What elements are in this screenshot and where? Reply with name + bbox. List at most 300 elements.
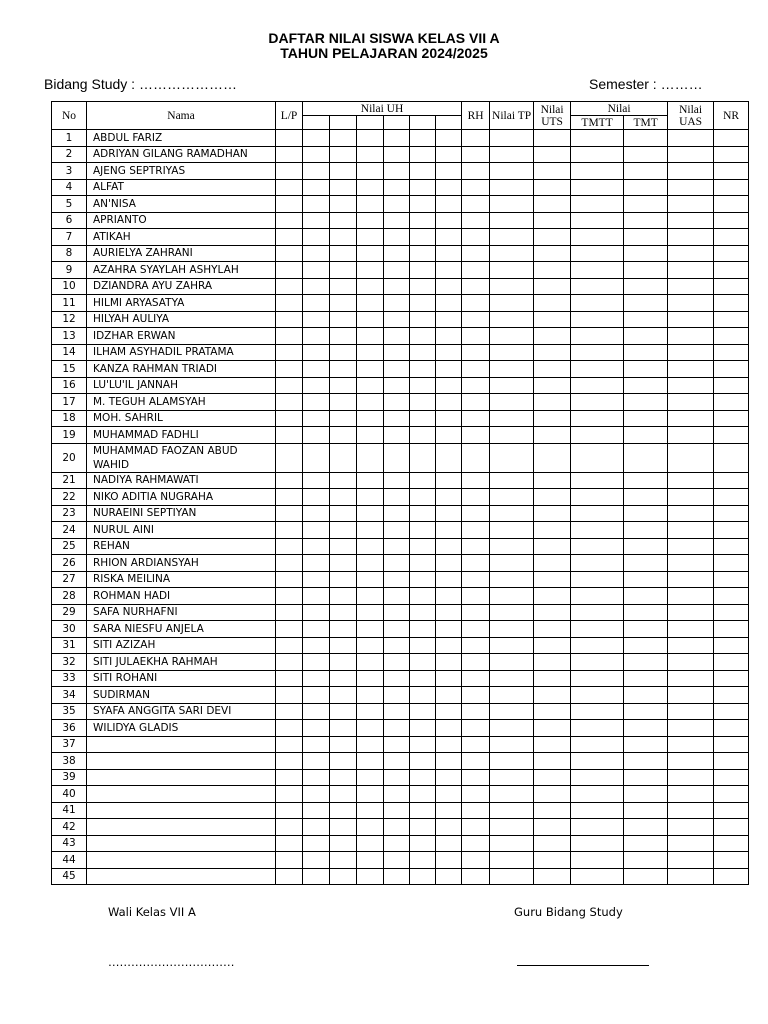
grade-cell[interactable]	[534, 328, 571, 345]
grade-cell[interactable]	[714, 361, 749, 378]
grade-cell[interactable]	[357, 311, 384, 328]
grade-cell[interactable]	[330, 311, 357, 328]
grade-cell[interactable]	[384, 835, 410, 852]
grade-cell[interactable]	[462, 212, 490, 229]
grade-cell[interactable]	[571, 489, 624, 506]
grade-cell[interactable]	[534, 654, 571, 671]
grade-cell[interactable]	[276, 245, 303, 262]
grade-cell[interactable]	[410, 555, 436, 572]
grade-cell[interactable]	[436, 394, 462, 411]
grade-cell[interactable]	[714, 443, 749, 472]
grade-cell[interactable]	[668, 394, 714, 411]
grade-cell[interactable]	[534, 786, 571, 803]
grade-cell[interactable]	[668, 786, 714, 803]
grade-cell[interactable]	[303, 229, 330, 246]
grade-cell[interactable]	[571, 769, 624, 786]
grade-cell[interactable]	[534, 196, 571, 213]
grade-cell[interactable]	[357, 410, 384, 427]
grade-cell[interactable]	[330, 555, 357, 572]
grade-cell[interactable]	[410, 410, 436, 427]
grade-cell[interactable]	[571, 311, 624, 328]
grade-cell[interactable]	[462, 769, 490, 786]
grade-cell[interactable]	[490, 687, 534, 704]
grade-cell[interactable]	[490, 196, 534, 213]
grade-cell[interactable]	[330, 130, 357, 147]
grade-cell[interactable]	[714, 571, 749, 588]
grade-cell[interactable]	[462, 604, 490, 621]
grade-cell[interactable]	[436, 753, 462, 770]
grade-cell[interactable]	[534, 868, 571, 885]
grade-cell[interactable]	[534, 311, 571, 328]
grade-cell[interactable]	[276, 654, 303, 671]
grade-cell[interactable]	[357, 571, 384, 588]
grade-cell[interactable]	[384, 670, 410, 687]
grade-cell[interactable]	[303, 868, 330, 885]
grade-cell[interactable]	[624, 571, 668, 588]
grade-cell[interactable]	[357, 427, 384, 444]
grade-cell[interactable]	[410, 229, 436, 246]
grade-cell[interactable]	[490, 278, 534, 295]
grade-cell[interactable]	[490, 868, 534, 885]
grade-cell[interactable]	[436, 637, 462, 654]
grade-cell[interactable]	[330, 538, 357, 555]
grade-cell[interactable]	[714, 802, 749, 819]
grade-cell[interactable]	[436, 621, 462, 638]
grade-cell[interactable]	[462, 621, 490, 638]
grade-cell[interactable]	[490, 130, 534, 147]
grade-cell[interactable]	[490, 769, 534, 786]
grade-cell[interactable]	[436, 687, 462, 704]
grade-cell[interactable]	[436, 819, 462, 836]
grade-cell[interactable]	[534, 443, 571, 472]
grade-cell[interactable]	[410, 295, 436, 312]
grade-cell[interactable]	[436, 703, 462, 720]
grade-cell[interactable]	[276, 588, 303, 605]
grade-cell[interactable]	[436, 163, 462, 180]
grade-cell[interactable]	[357, 229, 384, 246]
grade-cell[interactable]	[410, 720, 436, 737]
grade-cell[interactable]	[534, 555, 571, 572]
grade-cell[interactable]	[571, 654, 624, 671]
grade-cell[interactable]	[436, 670, 462, 687]
grade-cell[interactable]	[714, 538, 749, 555]
grade-cell[interactable]	[436, 489, 462, 506]
grade-cell[interactable]	[357, 621, 384, 638]
grade-cell[interactable]	[668, 179, 714, 196]
grade-cell[interactable]	[410, 427, 436, 444]
grade-cell[interactable]	[357, 670, 384, 687]
grade-cell[interactable]	[534, 377, 571, 394]
grade-cell[interactable]	[276, 637, 303, 654]
grade-cell[interactable]	[410, 472, 436, 489]
grade-cell[interactable]	[357, 394, 384, 411]
grade-cell[interactable]	[276, 604, 303, 621]
grade-cell[interactable]	[490, 311, 534, 328]
grade-cell[interactable]	[303, 720, 330, 737]
grade-cell[interactable]	[357, 852, 384, 869]
grade-cell[interactable]	[462, 736, 490, 753]
grade-cell[interactable]	[410, 130, 436, 147]
grade-cell[interactable]	[303, 736, 330, 753]
grade-cell[interactable]	[276, 377, 303, 394]
grade-cell[interactable]	[276, 472, 303, 489]
grade-cell[interactable]	[410, 835, 436, 852]
grade-cell[interactable]	[436, 377, 462, 394]
grade-cell[interactable]	[357, 654, 384, 671]
grade-cell[interactable]	[490, 505, 534, 522]
grade-cell[interactable]	[276, 802, 303, 819]
grade-cell[interactable]	[330, 163, 357, 180]
grade-cell[interactable]	[436, 344, 462, 361]
grade-cell[interactable]	[436, 472, 462, 489]
grade-cell[interactable]	[668, 654, 714, 671]
grade-cell[interactable]	[303, 835, 330, 852]
grade-cell[interactable]	[462, 703, 490, 720]
grade-cell[interactable]	[668, 852, 714, 869]
grade-cell[interactable]	[624, 229, 668, 246]
grade-cell[interactable]	[357, 522, 384, 539]
grade-cell[interactable]	[462, 538, 490, 555]
grade-cell[interactable]	[668, 163, 714, 180]
grade-cell[interactable]	[462, 196, 490, 213]
grade-cell[interactable]	[384, 212, 410, 229]
grade-cell[interactable]	[668, 588, 714, 605]
grade-cell[interactable]	[714, 868, 749, 885]
grade-cell[interactable]	[462, 753, 490, 770]
grade-cell[interactable]	[384, 571, 410, 588]
grade-cell[interactable]	[462, 637, 490, 654]
grade-cell[interactable]	[714, 621, 749, 638]
grade-cell[interactable]	[490, 443, 534, 472]
grade-cell[interactable]	[714, 604, 749, 621]
grade-cell[interactable]	[714, 637, 749, 654]
grade-cell[interactable]	[330, 179, 357, 196]
grade-cell[interactable]	[384, 703, 410, 720]
grade-cell[interactable]	[303, 361, 330, 378]
grade-cell[interactable]	[668, 687, 714, 704]
grade-cell[interactable]	[384, 769, 410, 786]
grade-cell[interactable]	[624, 736, 668, 753]
grade-cell[interactable]	[668, 522, 714, 539]
grade-cell[interactable]	[534, 179, 571, 196]
grade-cell[interactable]	[303, 852, 330, 869]
grade-cell[interactable]	[714, 262, 749, 279]
grade-cell[interactable]	[714, 736, 749, 753]
grade-cell[interactable]	[303, 687, 330, 704]
grade-cell[interactable]	[436, 538, 462, 555]
grade-cell[interactable]	[276, 868, 303, 885]
grade-cell[interactable]	[330, 852, 357, 869]
grade-cell[interactable]	[668, 229, 714, 246]
grade-cell[interactable]	[303, 344, 330, 361]
grade-cell[interactable]	[534, 344, 571, 361]
grade-cell[interactable]	[330, 394, 357, 411]
grade-cell[interactable]	[303, 604, 330, 621]
grade-cell[interactable]	[490, 720, 534, 737]
grade-cell[interactable]	[624, 443, 668, 472]
grade-cell[interactable]	[624, 604, 668, 621]
grade-cell[interactable]	[534, 538, 571, 555]
grade-cell[interactable]	[624, 802, 668, 819]
grade-cell[interactable]	[276, 670, 303, 687]
grade-cell[interactable]	[462, 868, 490, 885]
grade-cell[interactable]	[384, 852, 410, 869]
grade-cell[interactable]	[624, 179, 668, 196]
grade-cell[interactable]	[330, 654, 357, 671]
grade-cell[interactable]	[534, 835, 571, 852]
grade-cell[interactable]	[410, 505, 436, 522]
grade-cell[interactable]	[571, 212, 624, 229]
grade-cell[interactable]	[357, 720, 384, 737]
grade-cell[interactable]	[276, 571, 303, 588]
grade-cell[interactable]	[384, 522, 410, 539]
grade-cell[interactable]	[330, 637, 357, 654]
grade-cell[interactable]	[384, 505, 410, 522]
grade-cell[interactable]	[410, 769, 436, 786]
grade-cell[interactable]	[330, 489, 357, 506]
grade-cell[interactable]	[571, 262, 624, 279]
grade-cell[interactable]	[330, 212, 357, 229]
grade-cell[interactable]	[668, 670, 714, 687]
grade-cell[interactable]	[384, 278, 410, 295]
grade-cell[interactable]	[330, 604, 357, 621]
grade-cell[interactable]	[571, 472, 624, 489]
grade-cell[interactable]	[714, 522, 749, 539]
grade-cell[interactable]	[462, 670, 490, 687]
grade-cell[interactable]	[490, 753, 534, 770]
grade-cell[interactable]	[462, 687, 490, 704]
grade-cell[interactable]	[384, 394, 410, 411]
grade-cell[interactable]	[357, 328, 384, 345]
grade-cell[interactable]	[303, 670, 330, 687]
grade-cell[interactable]	[571, 410, 624, 427]
grade-cell[interactable]	[276, 146, 303, 163]
grade-cell[interactable]	[330, 427, 357, 444]
grade-cell[interactable]	[276, 278, 303, 295]
grade-cell[interactable]	[330, 472, 357, 489]
grade-cell[interactable]	[384, 538, 410, 555]
grade-cell[interactable]	[624, 786, 668, 803]
grade-cell[interactable]	[668, 703, 714, 720]
grade-cell[interactable]	[714, 196, 749, 213]
grade-cell[interactable]	[276, 786, 303, 803]
grade-cell[interactable]	[276, 229, 303, 246]
grade-cell[interactable]	[330, 687, 357, 704]
grade-cell[interactable]	[462, 295, 490, 312]
grade-cell[interactable]	[436, 196, 462, 213]
grade-cell[interactable]	[303, 802, 330, 819]
grade-cell[interactable]	[571, 555, 624, 572]
grade-cell[interactable]	[384, 819, 410, 836]
grade-cell[interactable]	[714, 670, 749, 687]
grade-cell[interactable]	[436, 311, 462, 328]
grade-cell[interactable]	[490, 703, 534, 720]
grade-cell[interactable]	[410, 588, 436, 605]
grade-cell[interactable]	[330, 361, 357, 378]
grade-cell[interactable]	[276, 753, 303, 770]
grade-cell[interactable]	[436, 769, 462, 786]
grade-cell[interactable]	[714, 410, 749, 427]
grade-cell[interactable]	[490, 571, 534, 588]
grade-cell[interactable]	[534, 819, 571, 836]
grade-cell[interactable]	[462, 555, 490, 572]
grade-cell[interactable]	[624, 538, 668, 555]
grade-cell[interactable]	[571, 687, 624, 704]
grade-cell[interactable]	[462, 130, 490, 147]
grade-cell[interactable]	[668, 736, 714, 753]
grade-cell[interactable]	[410, 196, 436, 213]
grade-cell[interactable]	[714, 769, 749, 786]
grade-cell[interactable]	[436, 295, 462, 312]
grade-cell[interactable]	[668, 311, 714, 328]
grade-cell[interactable]	[668, 361, 714, 378]
grade-cell[interactable]	[462, 328, 490, 345]
grade-cell[interactable]	[714, 146, 749, 163]
grade-cell[interactable]	[410, 443, 436, 472]
grade-cell[interactable]	[624, 753, 668, 770]
grade-cell[interactable]	[410, 344, 436, 361]
grade-cell[interactable]	[436, 852, 462, 869]
grade-cell[interactable]	[384, 410, 410, 427]
grade-cell[interactable]	[276, 555, 303, 572]
grade-cell[interactable]	[410, 819, 436, 836]
grade-cell[interactable]	[462, 245, 490, 262]
grade-cell[interactable]	[436, 571, 462, 588]
grade-cell[interactable]	[303, 472, 330, 489]
grade-cell[interactable]	[384, 621, 410, 638]
grade-cell[interactable]	[330, 262, 357, 279]
grade-cell[interactable]	[462, 522, 490, 539]
grade-cell[interactable]	[624, 637, 668, 654]
grade-cell[interactable]	[624, 670, 668, 687]
grade-cell[interactable]	[330, 588, 357, 605]
grade-cell[interactable]	[330, 505, 357, 522]
grade-cell[interactable]	[384, 311, 410, 328]
grade-cell[interactable]	[276, 262, 303, 279]
grade-cell[interactable]	[276, 163, 303, 180]
grade-cell[interactable]	[571, 621, 624, 638]
grade-cell[interactable]	[462, 472, 490, 489]
grade-cell[interactable]	[384, 130, 410, 147]
grade-cell[interactable]	[276, 489, 303, 506]
grade-cell[interactable]	[330, 344, 357, 361]
grade-cell[interactable]	[714, 555, 749, 572]
grade-cell[interactable]	[571, 703, 624, 720]
grade-cell[interactable]	[436, 212, 462, 229]
grade-cell[interactable]	[714, 835, 749, 852]
grade-cell[interactable]	[436, 720, 462, 737]
grade-cell[interactable]	[571, 427, 624, 444]
grade-cell[interactable]	[303, 637, 330, 654]
grade-cell[interactable]	[534, 427, 571, 444]
grade-cell[interactable]	[714, 786, 749, 803]
grade-cell[interactable]	[571, 278, 624, 295]
grade-cell[interactable]	[668, 130, 714, 147]
grade-cell[interactable]	[357, 179, 384, 196]
grade-cell[interactable]	[303, 377, 330, 394]
grade-cell[interactable]	[357, 377, 384, 394]
grade-cell[interactable]	[357, 278, 384, 295]
grade-cell[interactable]	[357, 130, 384, 147]
grade-cell[interactable]	[534, 522, 571, 539]
grade-cell[interactable]	[410, 802, 436, 819]
grade-cell[interactable]	[303, 295, 330, 312]
grade-cell[interactable]	[276, 212, 303, 229]
grade-cell[interactable]	[534, 146, 571, 163]
grade-cell[interactable]	[357, 555, 384, 572]
grade-cell[interactable]	[303, 146, 330, 163]
grade-cell[interactable]	[384, 295, 410, 312]
grade-cell[interactable]	[410, 262, 436, 279]
grade-cell[interactable]	[330, 819, 357, 836]
grade-cell[interactable]	[571, 736, 624, 753]
grade-cell[interactable]	[490, 146, 534, 163]
grade-cell[interactable]	[714, 852, 749, 869]
grade-cell[interactable]	[410, 852, 436, 869]
grade-cell[interactable]	[462, 819, 490, 836]
grade-cell[interactable]	[624, 212, 668, 229]
grade-cell[interactable]	[303, 130, 330, 147]
grade-cell[interactable]	[462, 344, 490, 361]
grade-cell[interactable]	[571, 443, 624, 472]
grade-cell[interactable]	[534, 212, 571, 229]
grade-cell[interactable]	[462, 720, 490, 737]
grade-cell[interactable]	[384, 637, 410, 654]
grade-cell[interactable]	[357, 245, 384, 262]
grade-cell[interactable]	[668, 146, 714, 163]
grade-cell[interactable]	[303, 703, 330, 720]
grade-cell[interactable]	[462, 588, 490, 605]
grade-cell[interactable]	[714, 344, 749, 361]
grade-cell[interactable]	[714, 819, 749, 836]
grade-cell[interactable]	[534, 670, 571, 687]
grade-cell[interactable]	[668, 571, 714, 588]
grade-cell[interactable]	[624, 361, 668, 378]
grade-cell[interactable]	[303, 245, 330, 262]
grade-cell[interactable]	[276, 703, 303, 720]
grade-cell[interactable]	[410, 670, 436, 687]
grade-cell[interactable]	[571, 505, 624, 522]
grade-cell[interactable]	[534, 720, 571, 737]
grade-cell[interactable]	[714, 703, 749, 720]
grade-cell[interactable]	[462, 394, 490, 411]
grade-cell[interactable]	[357, 687, 384, 704]
grade-cell[interactable]	[384, 489, 410, 506]
grade-cell[interactable]	[624, 295, 668, 312]
grade-cell[interactable]	[624, 852, 668, 869]
grade-cell[interactable]	[303, 654, 330, 671]
grade-cell[interactable]	[410, 786, 436, 803]
grade-cell[interactable]	[490, 555, 534, 572]
grade-cell[interactable]	[410, 637, 436, 654]
grade-cell[interactable]	[303, 769, 330, 786]
grade-cell[interactable]	[410, 703, 436, 720]
grade-cell[interactable]	[714, 394, 749, 411]
grade-cell[interactable]	[357, 637, 384, 654]
grade-cell[interactable]	[571, 377, 624, 394]
grade-cell[interactable]	[384, 196, 410, 213]
grade-cell[interactable]	[276, 394, 303, 411]
grade-cell[interactable]	[330, 802, 357, 819]
grade-cell[interactable]	[410, 604, 436, 621]
grade-cell[interactable]	[384, 802, 410, 819]
grade-cell[interactable]	[384, 753, 410, 770]
grade-cell[interactable]	[357, 868, 384, 885]
grade-cell[interactable]	[462, 146, 490, 163]
grade-cell[interactable]	[714, 278, 749, 295]
grade-cell[interactable]	[330, 753, 357, 770]
grade-cell[interactable]	[571, 819, 624, 836]
